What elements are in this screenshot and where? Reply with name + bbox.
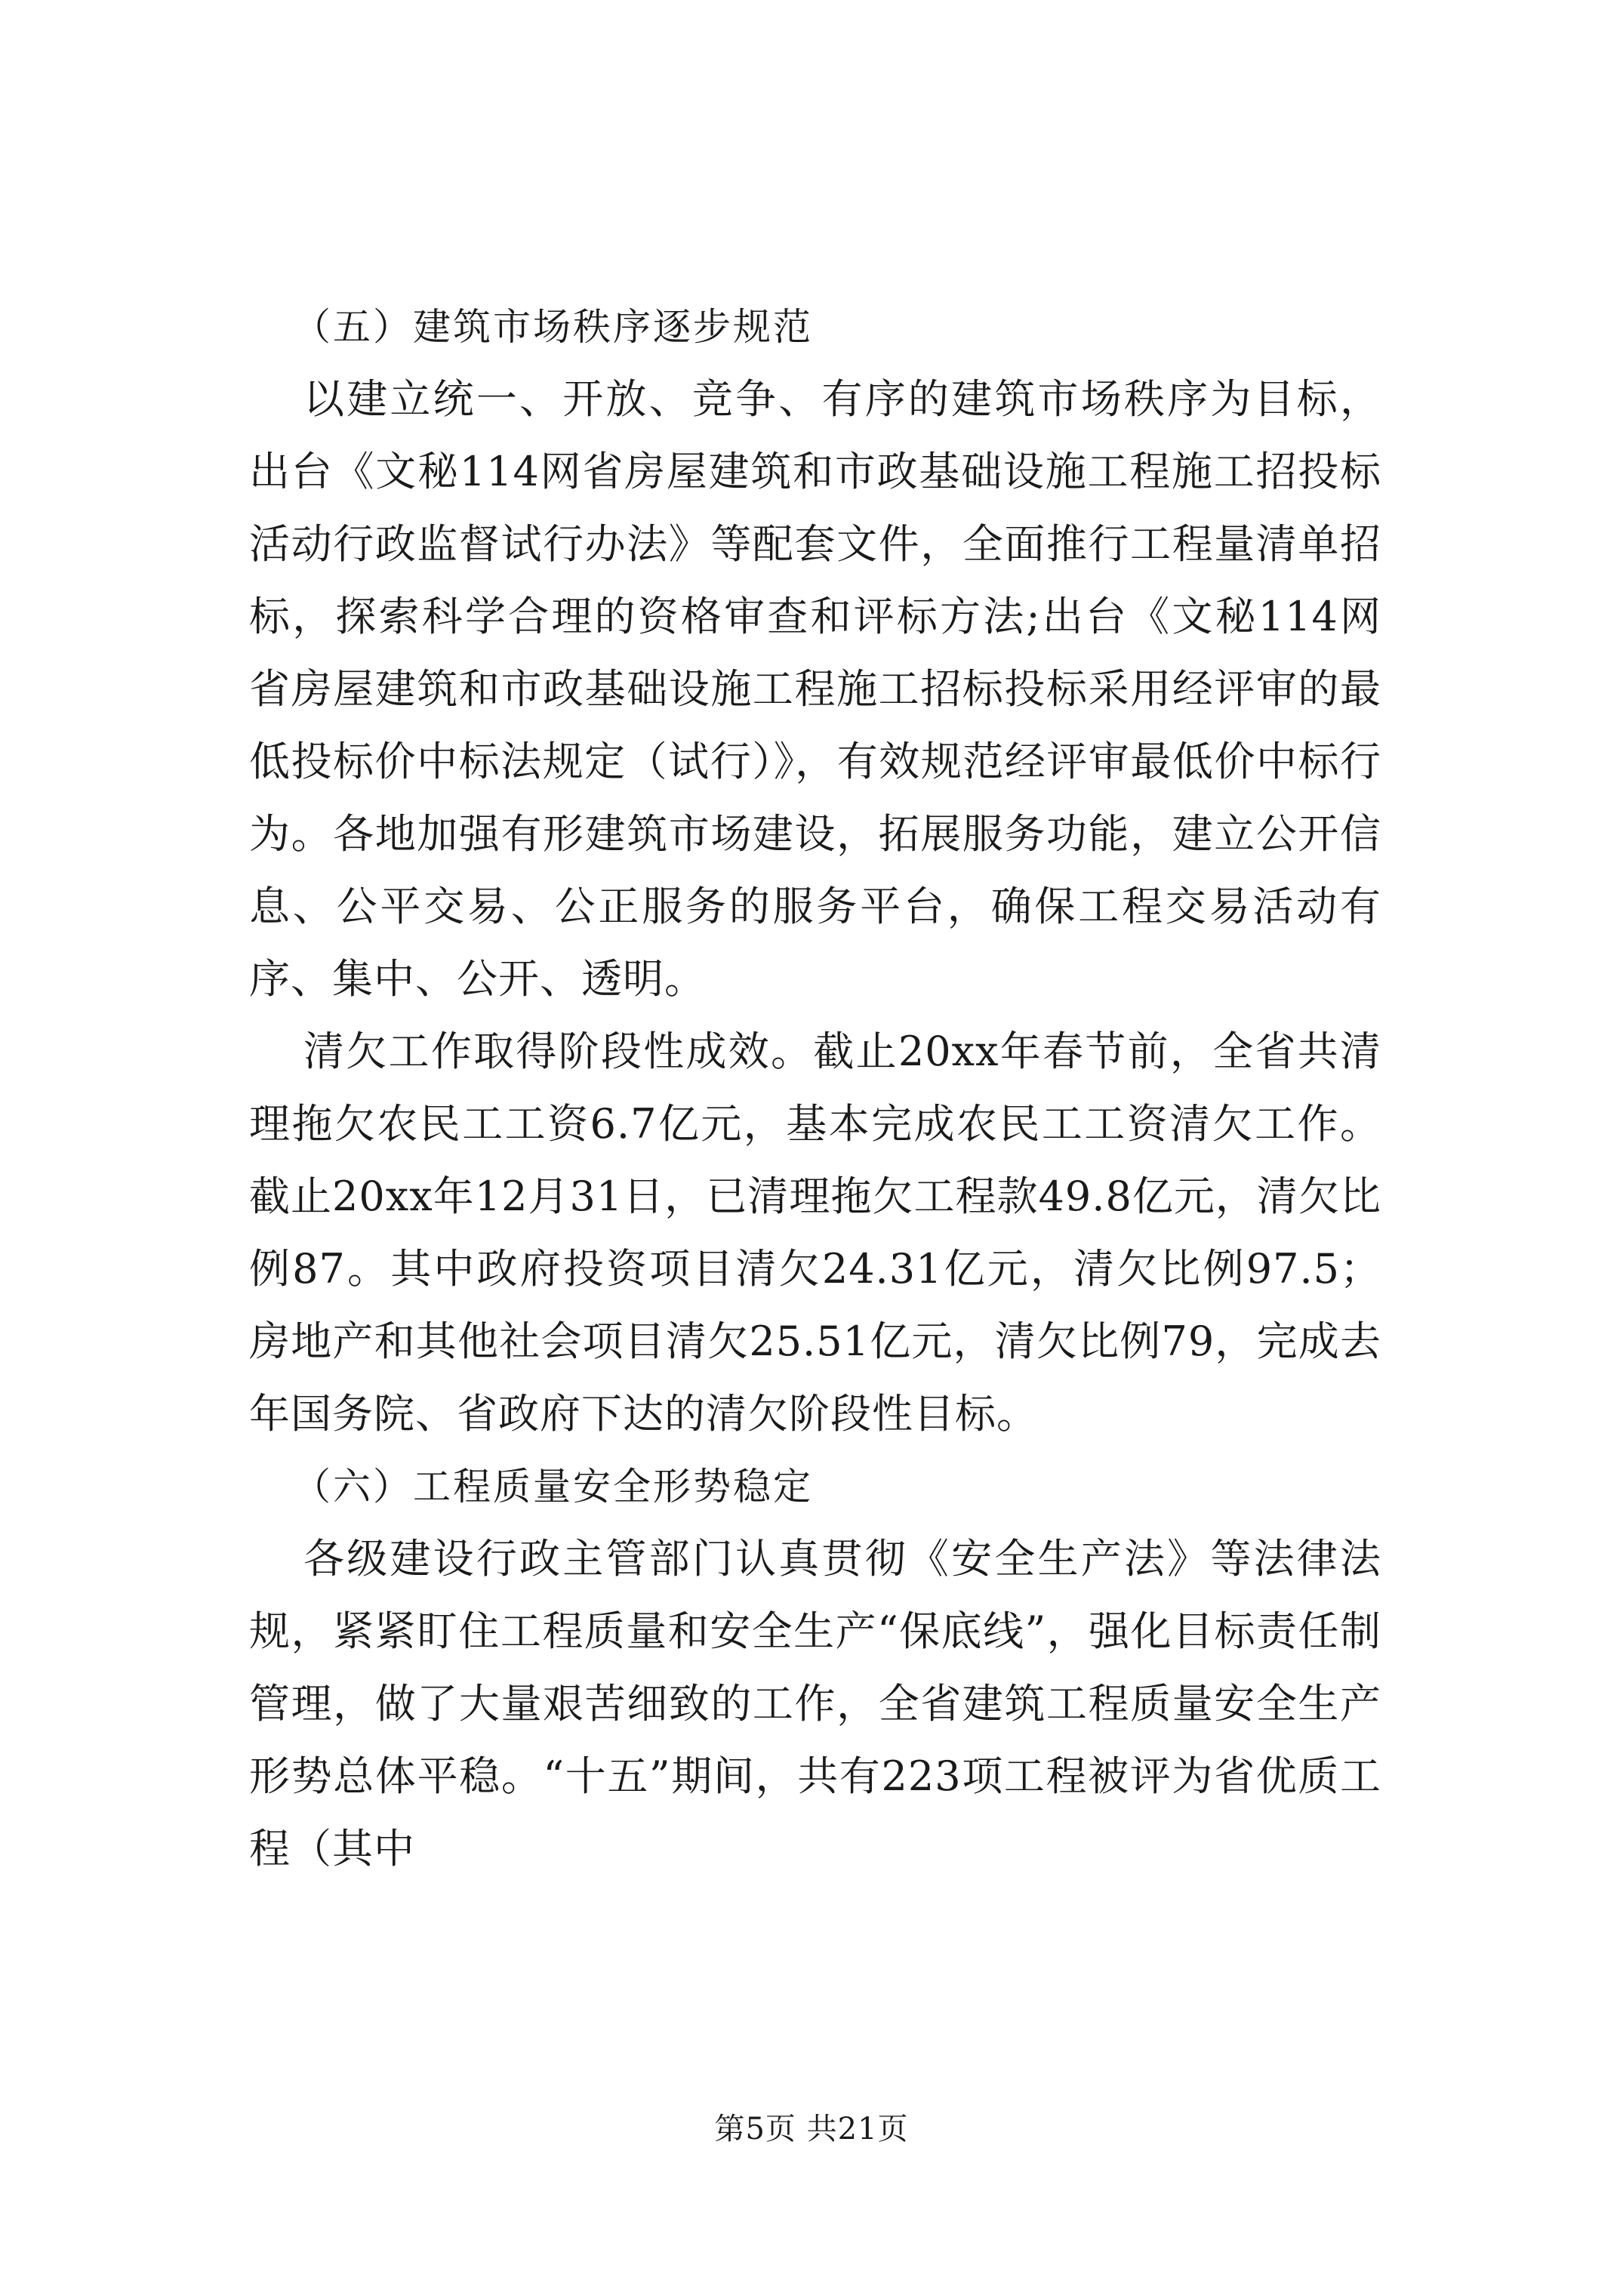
section-heading-6: （六）工程质量安全形势稳定 bbox=[293, 1465, 813, 1509]
document-body bbox=[249, 291, 1381, 1885]
paragraph-quality-safety: 各级建设行政主管部门认真贯彻《安全生产法》等法律法规，紧紧盯住工程质量和安全生产“保底线”，强化目标责任制管理，做了大量艰苦细致的工作，全省建筑工程质量安全生产形势总体平稳。“十五”期间，共有223项工程被评为省优质工程（其中 bbox=[249, 1535, 1381, 1872]
paragraph-arrears-clearing: 清欠工作取得阶段性成效。截止20xx年春节前，全省共清理拖欠农民工工资6.7亿元，基本完成农民工工资清欠工作。截止20xx年12月31日，已清理拖欠工程款49.8亿元，清欠比例87。其中政府投资项目清欠24.31亿元，清欠比例97.5；房地产和其他社会项目清欠25.51亿元，清欠比例79，完成去年国务院、省政府下达的清欠阶段性目标。 bbox=[249, 1028, 1381, 1438]
section-heading-5: （五）建筑市场秩序逐步规范 bbox=[293, 305, 813, 349]
page-footer: 第5页 共21页 bbox=[714, 2112, 909, 2147]
paragraph-market-order: 以建立统一、开放、竞争、有序的建筑市场秩序为目标，出台《文秘114网省房屋建筑和市政基础设施工程施工招投标活动行政监督试行办法》等配套文件，全面推行工程量清单招标，探索科学合理的资格审查和评标方法;出台《文秘114网省房屋建筑和市政基础设施工程施工招标投标采用经评审的最低投标价中标法规定（试行）》，有效规范经评审最低价中标行为。各地加强有形建筑市场建设，拓展服务功能，建立公开信息、公平交易、公正服务的服务平台，确保工程交易活动有序、集中、公开、透明。 bbox=[249, 375, 1381, 1003]
